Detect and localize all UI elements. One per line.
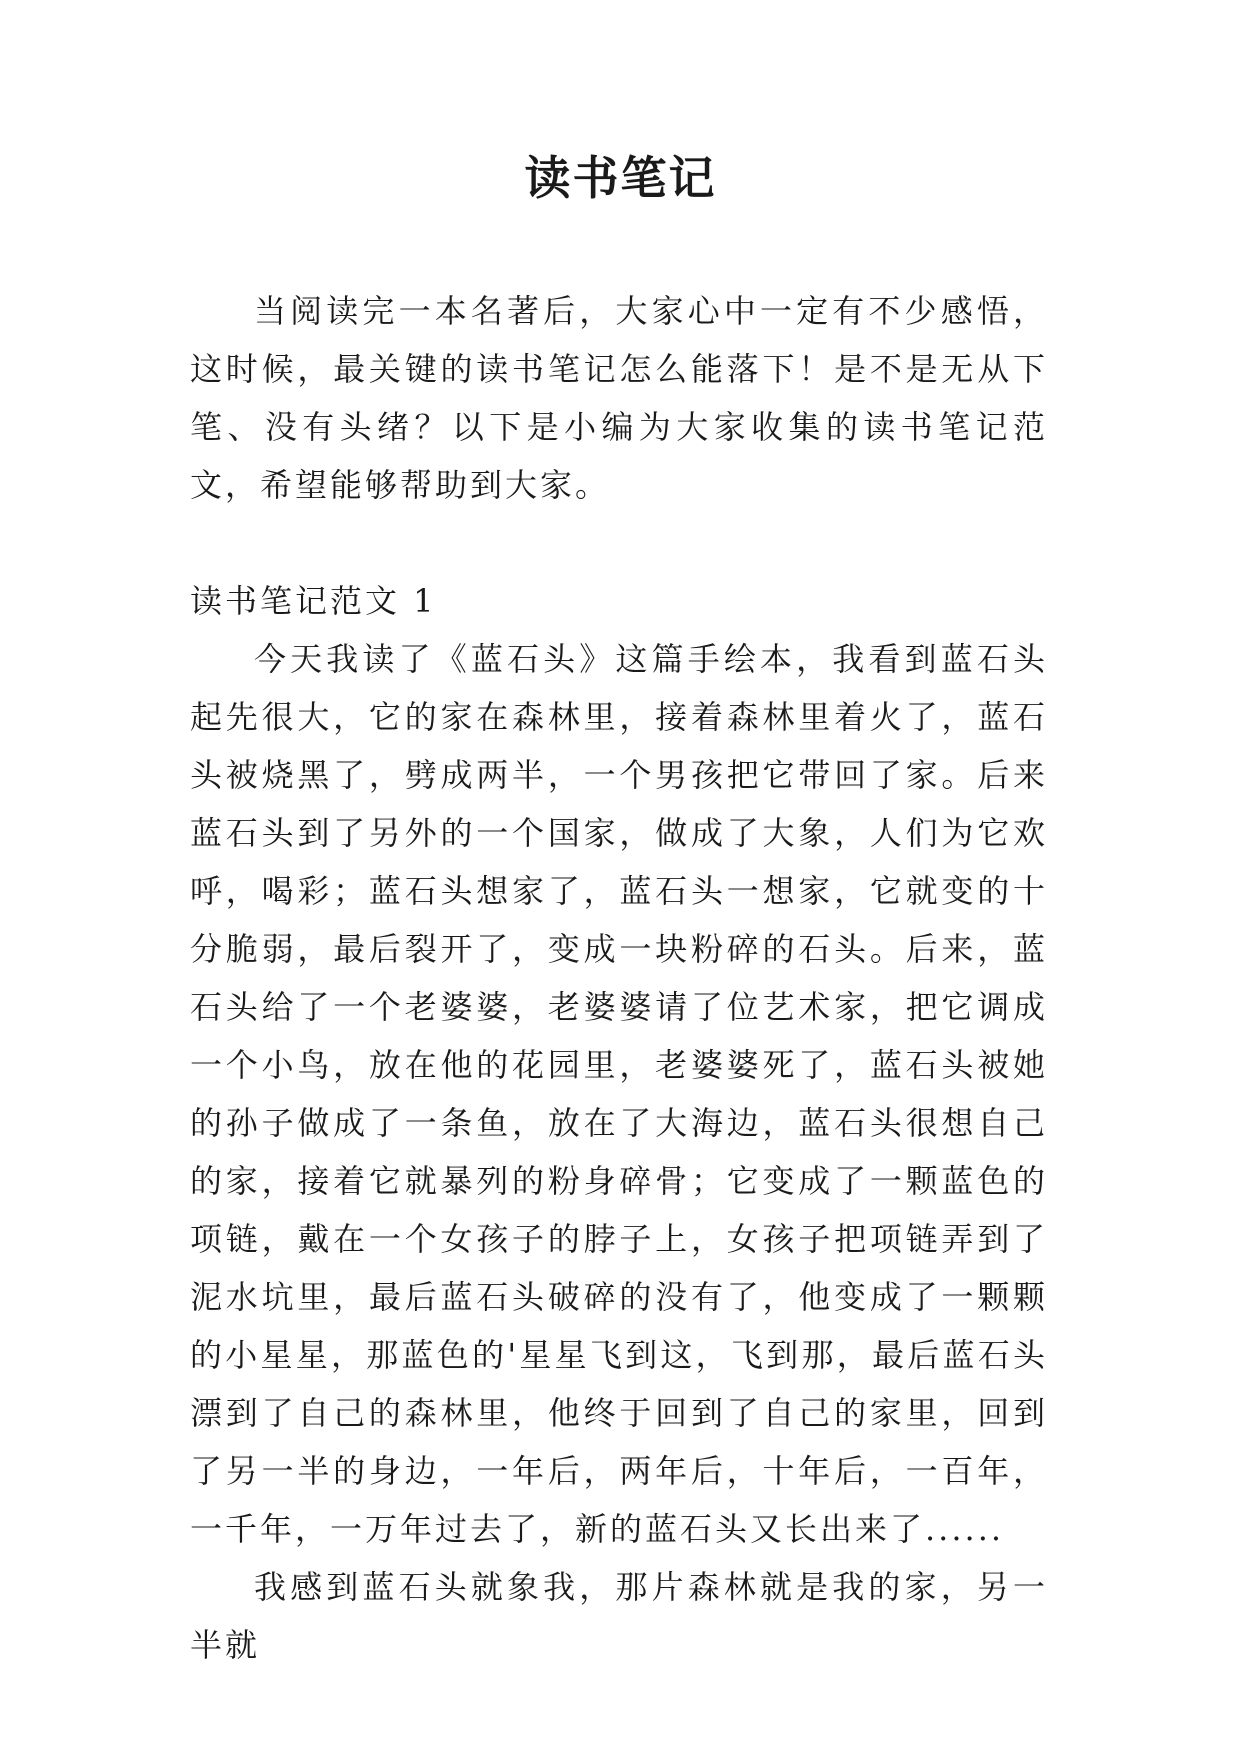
section-1: [190, 572, 1048, 1674]
intro-paragraph: 当阅读完一本名著后，大家心中一定有不少感悟，这时候，最关键的读书笔记怎么能落下！是不是无从下笔、没有头绪？以下是小编为大家收集的读书笔记范文，希望能够帮助到大家。: [190, 292, 1048, 504]
page-title: 读书笔记: [524, 151, 717, 205]
body-paragraph: 今天我读了《蓝石头》这篇手绘本，我看到蓝石头起先很大，它的家在森林里，接着森林里着火了，蓝石头被烧黑了，劈成两半，一个男孩把它带回了家。后来蓝石头到了另外的一个国家，做成了大象，人们为它欢呼，喝彩；蓝石头想家了，蓝石头一想家，它就变的十分脆弱，最后裂开了，变成一块粉碎的石头。后来，蓝石头给了一个老婆婆，老婆婆请了位艺术家，把它调成一个小鸟，放在他的花园里，老婆婆死了，蓝石头被她的孙子做成了一条鱼，放在了大海边，蓝石头很想自己的家，接着它就暴列的粉身碎骨；它变成了一颗蓝色的项链，戴在一个女孩子的脖子上，女孩子把项链弄到了泥水坑里，最后蓝石头破碎的没有了，他变成了一颗颗的小星星，那蓝色的'星星飞到这，飞到那，最后蓝石头漂到了自己的森林里，他终于回到了自己的家里，回到了另一半的身边，一年后，两年后，十年后，一百年，一千年，一万年过去了，新的蓝石头又长出来了......: [190, 640, 1048, 1548]
document-body: [190, 282, 1048, 1674]
section-heading: 读书笔记范文 1: [190, 582, 437, 620]
body-paragraph: 我感到蓝石头就象我，那片森林就是我的家，另一半就: [190, 1568, 1048, 1664]
